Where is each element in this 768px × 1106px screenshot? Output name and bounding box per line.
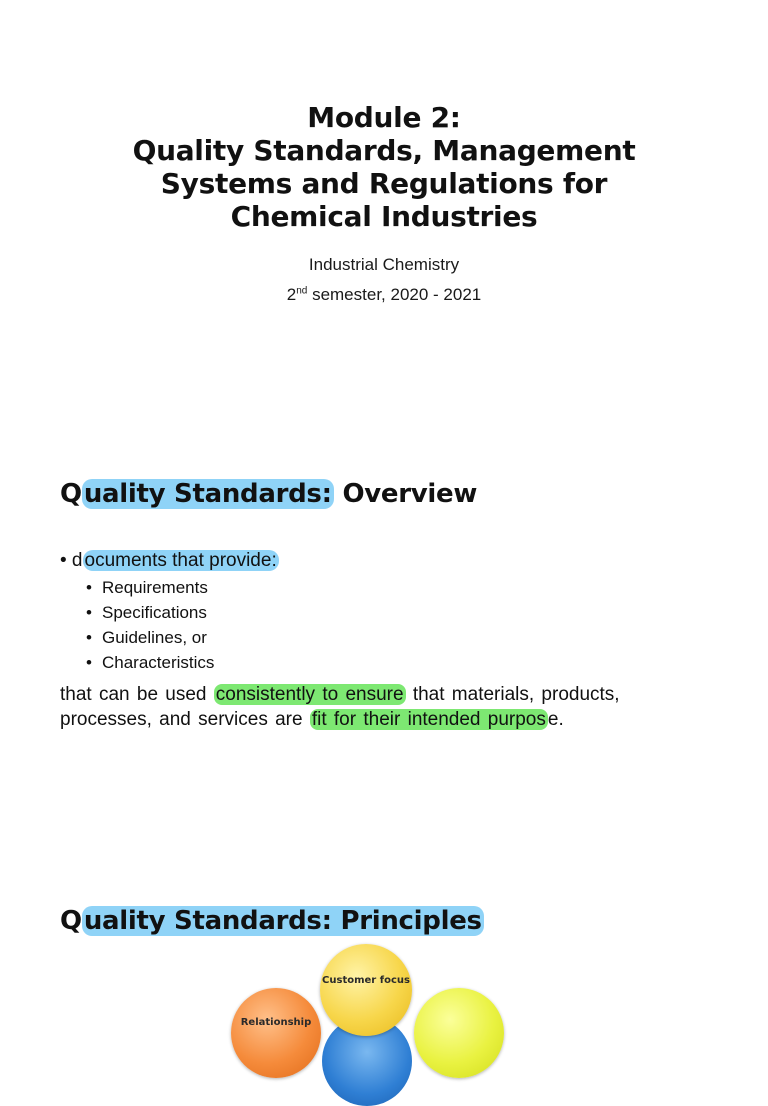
overview-heading-rest: Overview: [333, 479, 478, 509]
module-title: [0, 101, 768, 233]
module-title-line-4: Chemical Industries: [230, 199, 538, 233]
overview-body-text: [60, 682, 710, 732]
body-line-1-after: that materials, products,: [405, 684, 620, 705]
semester-ordinal: 2: [286, 285, 297, 304]
body-line-2-before: processes, and services are: [60, 709, 310, 730]
body-line-1-before: that can be used: [60, 684, 214, 705]
principles-heading-highlight: uality Standards: Principles: [83, 906, 482, 936]
principles-heading: [60, 906, 484, 938]
body-line-2: [60, 707, 710, 732]
relationship-label: Relationship: [240, 1017, 312, 1028]
definition-sub-list: [86, 577, 214, 677]
relationship-circle: [231, 988, 321, 1078]
list-item: • Requirements: [86, 577, 214, 602]
principle-circle-center: [322, 1016, 412, 1106]
module-title-line-2: Quality Standards, Management: [132, 133, 636, 167]
body-line-2-after: e.: [547, 709, 564, 730]
overview-heading-initial: Q: [60, 479, 82, 509]
body-line-2-highlight: fit for their intended purpos: [311, 709, 546, 730]
principles-heading-initial: Q: [60, 906, 82, 936]
overview-heading-highlight: uality Standards:: [83, 479, 332, 509]
list-item: • Characteristics: [86, 652, 214, 677]
title-slide: [0, 0, 768, 360]
customer-focus-label: Customer focus: [322, 975, 410, 986]
customer-focus-circle: [320, 944, 412, 1036]
semester-info: [0, 285, 768, 305]
body-line-1-highlight: consistently to ensure: [215, 684, 404, 705]
definition-bullet: [60, 550, 279, 572]
definition-bullet-highlight: ocuments that provide:: [84, 550, 277, 571]
principle-circle-right: [414, 988, 504, 1078]
course-name: Industrial Chemistry: [308, 255, 460, 274]
list-item: • Specifications: [86, 602, 214, 627]
module-title-line-3: Systems and Regulations for: [160, 166, 608, 200]
semester-text: semester, 2020 - 2021: [307, 285, 482, 304]
semester-ordinal-suffix: nd: [296, 285, 308, 297]
body-line-1: [60, 682, 710, 707]
definition-bullet-prefix: • d: [60, 550, 83, 571]
list-item: • Guidelines, or: [86, 627, 214, 652]
overview-heading: [60, 479, 477, 509]
module-title-line-1: Module 2:: [307, 100, 461, 134]
